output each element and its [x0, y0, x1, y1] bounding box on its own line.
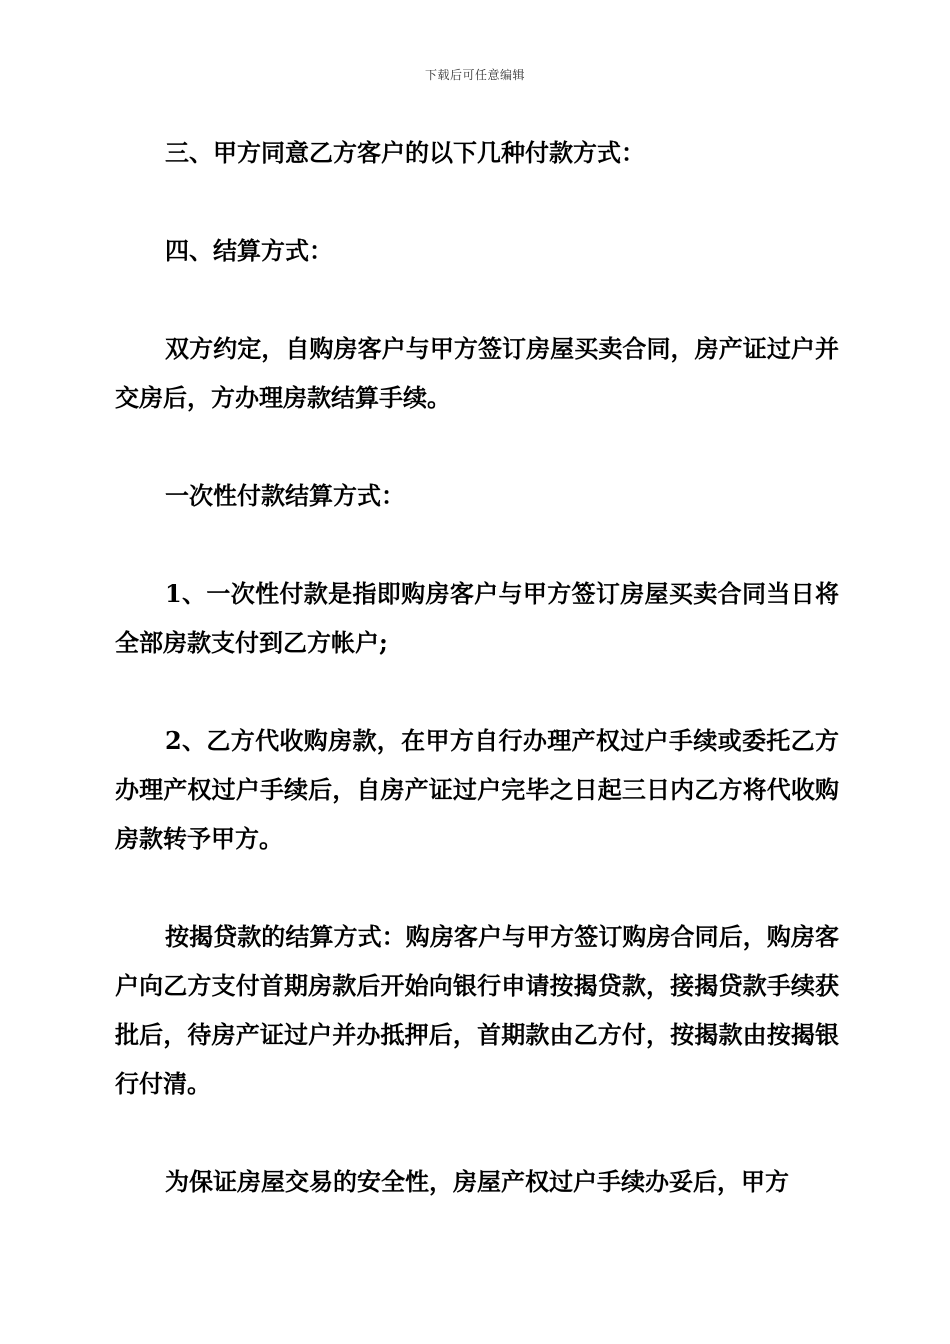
paragraph-gap: [115, 275, 839, 324]
section-heading-payment-methods: 三、甲方同意乙方客户的以下几种付款方式：: [165, 138, 645, 167]
section-heading-settlement: 四、结算方式：: [165, 236, 333, 265]
security-paragraph: 为保证房屋交易的安全性，房屋产权过户手续办妥后，甲方: [165, 1167, 789, 1196]
page-header-note: 下载后可任意编辑: [424, 68, 525, 82]
mortgage-settlement-paragraph: 按揭贷款的结算方式：购房客户与甲方签订购房合同后，购房客户向乙方支付首期房款后开始向银行申请按揭贷款，接揭贷款手续获批后，待房产证过户并办抵押后，首期款由乙方付，按揭款由按揭银行付清。: [115, 922, 839, 1098]
clause-1-paragraph: 1、一次性付款是指即购房客户与甲方签订房屋买卖合同当日将全部房款支付到乙方帐户;: [115, 579, 839, 657]
paragraph-gap: [115, 863, 839, 912]
document-body: [115, 128, 839, 1206]
clause-2-paragraph: 2、乙方代收购房款，在甲方自行办理产权过户手续或委托乙方办理产权过户手续后，自房产证过户完毕之日起三日内乙方将代收购房款转予甲方。: [115, 726, 839, 853]
settlement-agreement-paragraph: 双方约定，自购房客户与甲方签订房屋买卖合同，房产证过户并交房后，方办理房款结算手续。: [115, 334, 839, 412]
paragraph-gap: [115, 1108, 839, 1157]
paragraph-gap: [115, 177, 839, 226]
paragraph-gap: [115, 667, 839, 716]
paragraph-gap: [115, 520, 839, 569]
lump-sum-heading: 一次性付款结算方式：: [165, 481, 405, 510]
paragraph-gap: [115, 422, 839, 471]
